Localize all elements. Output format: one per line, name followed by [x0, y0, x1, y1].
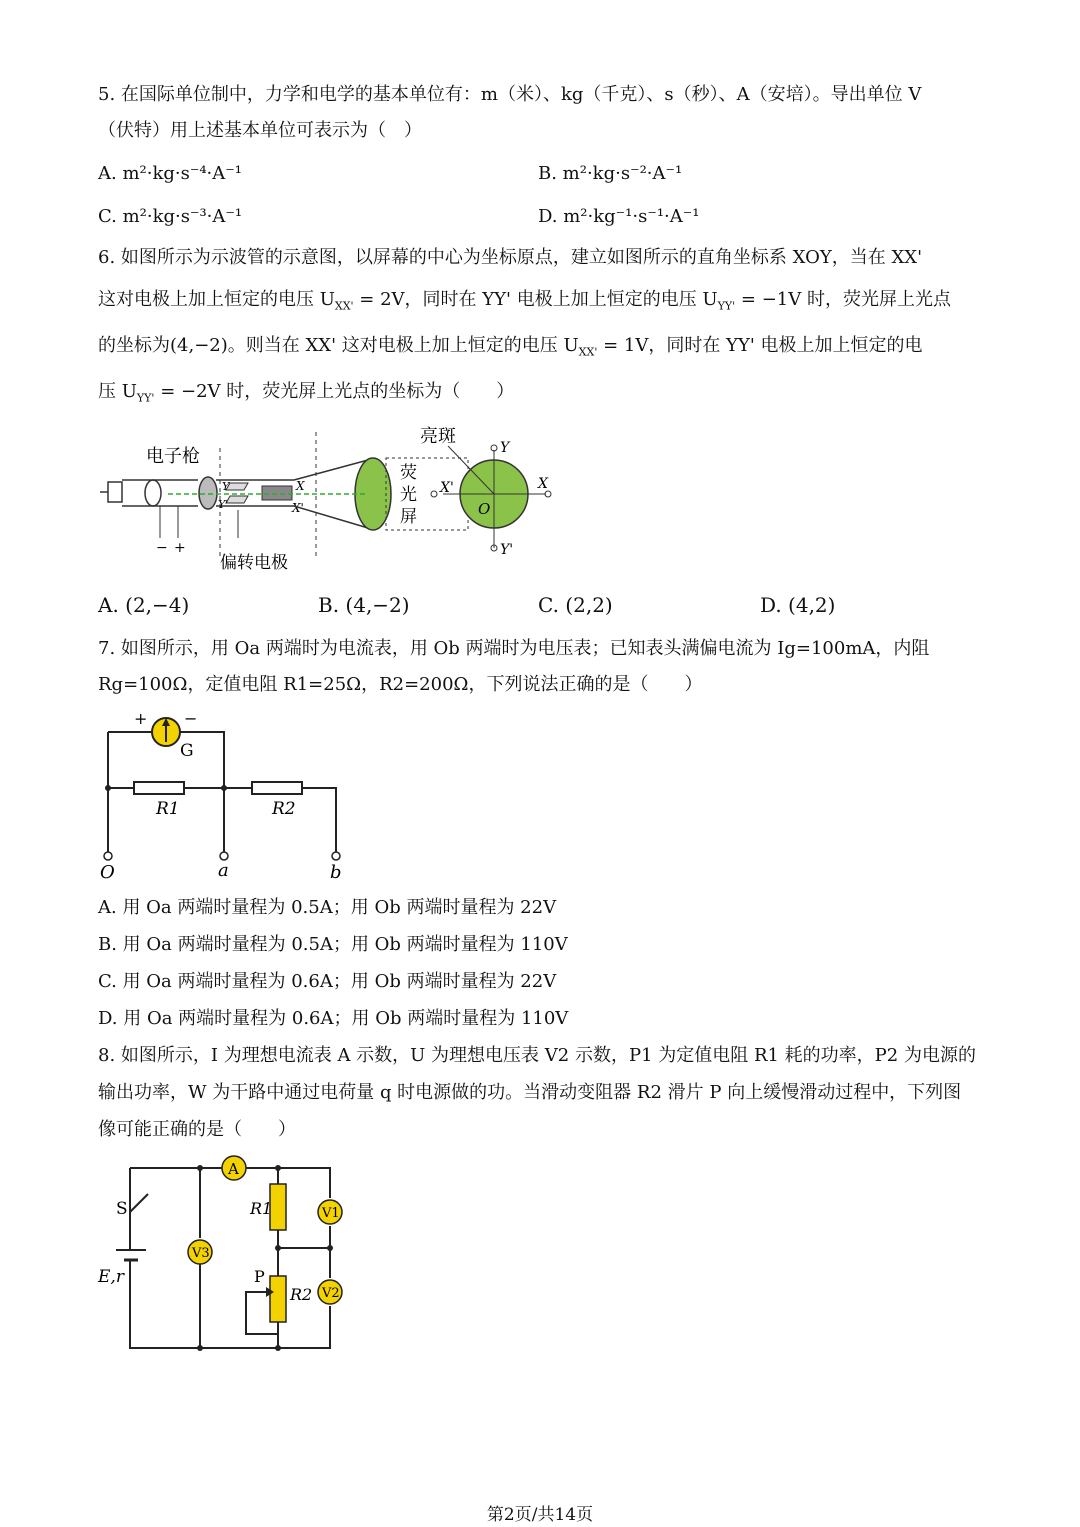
q6-stem-line1: 6. 如图所示为示波管的示意图，以屏幕的中心为坐标原点，建立如图所示的直角坐标系 XOY，当在 XX'	[98, 247, 923, 268]
resistor-r1	[270, 1184, 286, 1230]
q7-stem-line2: Rg=100Ω，定值电阻 R1=25Ω，R2=200Ω，下列说法正确的是（ ）	[98, 674, 703, 695]
q6-option-c: C. (2,2)	[538, 593, 613, 617]
label-screen-3: 屏	[400, 507, 417, 527]
label-ammeter-a: A	[228, 1160, 239, 1178]
label-plus: +	[174, 540, 186, 556]
label-s: S	[116, 1199, 128, 1219]
label-p: P	[254, 1267, 265, 1286]
label-e-r: E,r	[98, 1267, 124, 1287]
q7-option-d: D. 用 Oa 两端时量程为 0.6A；用 Ob 两端时量程为 110V	[98, 1008, 569, 1029]
label-r1: R1	[250, 1199, 273, 1218]
rheostat-r2	[270, 1276, 286, 1322]
gun-anode	[199, 477, 217, 509]
label-r2: R2	[290, 1285, 313, 1304]
fig-label-y-left: Y	[222, 480, 230, 493]
label-v2: V2	[322, 1286, 340, 1301]
label-r2: R2	[272, 799, 296, 819]
label-o: O	[100, 862, 115, 883]
label-r1: R1	[156, 799, 180, 819]
plate-y	[226, 483, 248, 490]
fig-label-origin: O	[478, 500, 491, 518]
q7-option-b: B. 用 Oa 两端时量程为 0.5A；用 Ob 两端时量程为 110V	[98, 934, 568, 955]
terminal-a	[220, 852, 228, 860]
switch-s	[130, 1194, 148, 1212]
ammeter-voltmeter-circuit	[98, 708, 358, 886]
label-screen-2: 光	[400, 485, 417, 505]
galvanometer-minus: −	[184, 709, 198, 728]
sliding-rheostat-circuit	[96, 1152, 366, 1352]
fig-label-x-left: X	[296, 479, 305, 493]
resistor-r2	[252, 782, 302, 794]
resistor-r1	[134, 782, 184, 794]
terminal-o	[104, 852, 112, 860]
label-b: b	[330, 862, 342, 883]
q5-option-b: B. m²·kg·s⁻²·A⁻¹	[538, 163, 683, 184]
q8-stem-line3: 像可能正确的是（ ）	[98, 1119, 296, 1140]
gun-cathode	[108, 482, 122, 502]
fig-label-x-right: X	[538, 476, 548, 492]
terminal-b	[332, 852, 340, 860]
fig-label-xp-left: X'	[292, 501, 304, 515]
q7-option-c: C. 用 Oa 两端时量程为 0.6A；用 Ob 两端时量程为 22V	[98, 971, 557, 992]
q6-option-d: D. (4,2)	[760, 593, 836, 617]
label-electron-gun: 电子枪	[146, 446, 200, 467]
q8-stem-line1: 8. 如图所示，I 为理想电流表 A 示数，U 为理想电压表 V2 示数，P1 为定值电阻 R1 耗的功率，P2 为电源的	[98, 1045, 976, 1066]
plate-x	[262, 486, 292, 500]
fig-label-yp-right: Y'	[500, 542, 514, 558]
fig-label-yp-left: Y'	[218, 498, 229, 511]
q7-option-a: A. 用 Oa 两端时量程为 0.5A；用 Ob 两端时量程为 22V	[98, 897, 557, 918]
fig-label-xp-right: X'	[440, 480, 454, 496]
q6-option-b: B. (4,−2)	[318, 593, 410, 617]
q6-stem-line2: 这对电极上加上恒定的电压 $U_{XX'} = 2V$，同时在 YY' 电极上加上恒定的电压 $U_{YY'} = -1V$ 时，荧光屏上光点	[98, 289, 951, 313]
page-footer: 第2页/共14页	[486, 1505, 594, 1525]
q5-stem-line1: 5. 在国际单位制中，力学和电学的基本单位有：m（米）、kg（千克）、s（秒）、A（安培）。导出单位 V	[98, 84, 922, 105]
fig-label-y-right: Y	[500, 440, 510, 456]
q6-option-a: A. (2,−4)	[98, 593, 190, 617]
galvanometer-plus: +	[134, 709, 148, 728]
q6-stem-line4: 压 $U_{YY'} = -2V$ 时，荧光屏上光点的坐标为（ ）	[98, 381, 515, 405]
label-v3: V3	[192, 1246, 210, 1261]
plate-y-prime	[226, 496, 248, 503]
label-deflection-electrodes: 偏转电极	[220, 553, 288, 573]
q8-stem-line2: 输出功率，W 为干路中通过电荷量 q 时电源做的功。当滑动变阻器 R2 滑片 P 向上缓慢滑动过程中，下列图	[98, 1082, 962, 1103]
label-minus: −	[156, 540, 168, 556]
label-g: G	[180, 741, 194, 761]
q5-option-d: D. m²·kg⁻¹·s⁻¹·A⁻¹	[538, 206, 700, 227]
q5-option-a: A. m²·kg·s⁻⁴·A⁻¹	[98, 163, 242, 184]
gun-barrel	[122, 480, 198, 506]
q6-stem-line3: 的坐标为(4,−2)。则当在 XX' 这对电极上加上恒定的电压 $U_{XX'} = 1V$，同时在 YY' 电极上加上恒定的电	[98, 335, 923, 359]
label-v1: V1	[322, 1206, 340, 1221]
label-a: a	[218, 860, 229, 881]
q7-stem-line1: 7. 如图所示，用 Oa 两端时为电流表，用 Ob 两端时为电压表；已知表头满偏电流为 Ig=100mA，内阻	[98, 638, 930, 659]
oscilloscope-tube-figure	[98, 420, 558, 580]
q5-option-c: C. m²·kg·s⁻³·A⁻¹	[98, 206, 243, 227]
q5-stem-line2: （伏特）用上述基本单位可表示为（ ）	[98, 120, 422, 141]
label-screen-1: 荧	[400, 463, 417, 483]
label-bright-spot: 亮斑	[420, 426, 456, 447]
